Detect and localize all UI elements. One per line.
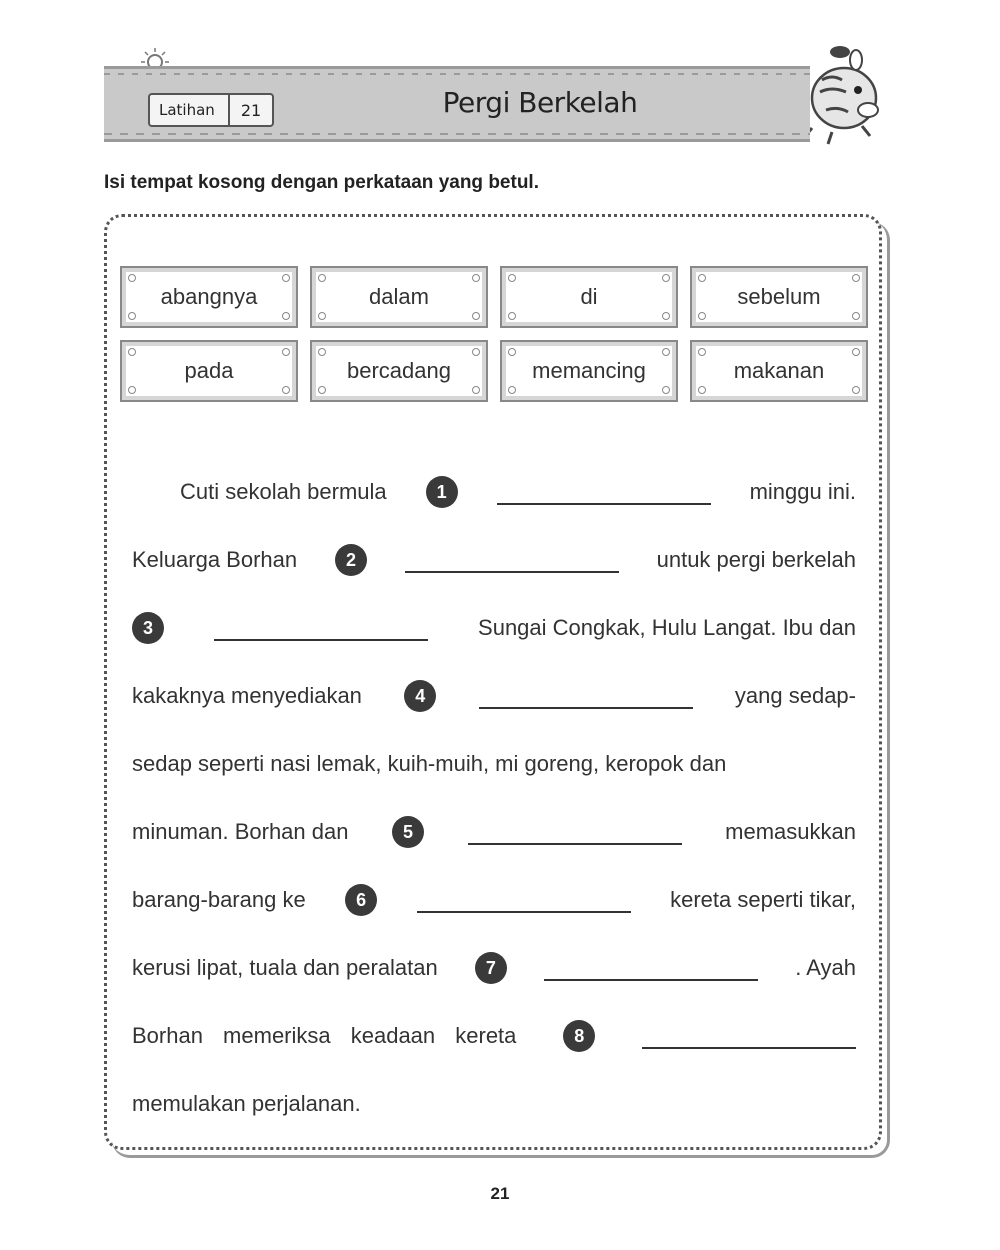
blank-number-badge: 7 bbox=[475, 952, 507, 984]
instruction-text: Isi tempat kosong dengan perkataan yang betul. bbox=[104, 172, 539, 193]
blank-number-badge: 6 bbox=[345, 884, 377, 916]
answer-blank[interactable] bbox=[497, 479, 711, 505]
word-text: di bbox=[580, 284, 598, 309]
blank-number-badge: 1 bbox=[426, 476, 458, 508]
word-card bbox=[500, 340, 678, 402]
answer-blank[interactable] bbox=[214, 615, 428, 641]
exercise-number: 21 bbox=[228, 95, 272, 125]
passage-line bbox=[132, 1070, 856, 1138]
word-text: memancing bbox=[532, 358, 646, 383]
page-number: 21 bbox=[490, 1184, 510, 1203]
passage-text: Cuti sekolah bermula bbox=[180, 479, 387, 504]
passage-text: untuk pergi berkelah bbox=[656, 547, 856, 572]
answer-blank[interactable] bbox=[417, 887, 631, 913]
passage-text: kerusi lipat, tuala dan peralatan bbox=[132, 955, 438, 980]
passage-line bbox=[132, 1002, 856, 1070]
passage-text: memulakan perjalanan. bbox=[132, 1091, 361, 1116]
passage-text: memasukkan bbox=[725, 819, 856, 844]
word-text: bercadang bbox=[347, 358, 451, 383]
passage-line bbox=[132, 594, 856, 662]
blank-number-badge: 2 bbox=[335, 544, 367, 576]
passage-line bbox=[132, 458, 856, 526]
blank-number-badge: 5 bbox=[392, 816, 424, 848]
passage-text: yang sedap- bbox=[734, 683, 856, 708]
passage-line bbox=[132, 526, 856, 594]
answer-blank[interactable] bbox=[544, 955, 758, 981]
word-bank-row bbox=[120, 266, 868, 328]
word-text: sebelum bbox=[737, 284, 821, 309]
passage-line bbox=[132, 730, 856, 798]
word-card bbox=[120, 266, 298, 328]
passage-text: Keluarga Borhan bbox=[132, 547, 298, 572]
answer-blank[interactable] bbox=[405, 547, 619, 573]
word-text: pada bbox=[184, 358, 234, 383]
word-card bbox=[500, 266, 678, 328]
page-title: Pergi Berkelah bbox=[442, 86, 638, 119]
passage-text: minuman. Borhan dan bbox=[132, 819, 349, 844]
passage-text: minggu ini. bbox=[749, 479, 856, 504]
passage-line bbox=[132, 866, 856, 934]
word-card bbox=[310, 266, 488, 328]
word-text: abangnya bbox=[160, 284, 258, 309]
blank-number-badge: 3 bbox=[132, 612, 164, 644]
passage-line bbox=[132, 798, 856, 866]
word-text: dalam bbox=[369, 284, 429, 309]
passage-text: kakaknya menyediakan bbox=[132, 683, 362, 708]
passage-line bbox=[132, 934, 856, 1002]
blank-number-badge: 4 bbox=[404, 680, 436, 712]
word-card bbox=[690, 340, 868, 402]
passage-text: sedap seperti nasi lemak, kuih-muih, mi goreng, keropok dan bbox=[132, 751, 727, 776]
exercise-tag bbox=[148, 93, 274, 127]
passage bbox=[132, 458, 856, 1138]
passage-line bbox=[132, 662, 856, 730]
word-bank bbox=[120, 266, 868, 414]
answer-blank[interactable] bbox=[468, 819, 682, 845]
passage-text: Sungai Congkak, Hulu Langat. Ibu dan bbox=[478, 615, 856, 640]
word-card bbox=[310, 340, 488, 402]
answer-blank[interactable] bbox=[642, 1023, 856, 1049]
blank-number-badge: 8 bbox=[563, 1020, 595, 1052]
answer-blank[interactable] bbox=[479, 683, 693, 709]
passage-text: kereta seperti tikar, bbox=[670, 887, 856, 912]
word-card bbox=[690, 266, 868, 328]
exercise-label: Latihan bbox=[159, 101, 215, 119]
passage-text: . Ayah bbox=[795, 955, 856, 980]
word-text: makanan bbox=[733, 358, 825, 383]
word-bank-row bbox=[120, 340, 868, 402]
passage-text: barang-barang ke bbox=[132, 887, 306, 912]
word-card bbox=[120, 340, 298, 402]
passage-text: Borhan memeriksa keadaan kereta bbox=[132, 1023, 517, 1048]
